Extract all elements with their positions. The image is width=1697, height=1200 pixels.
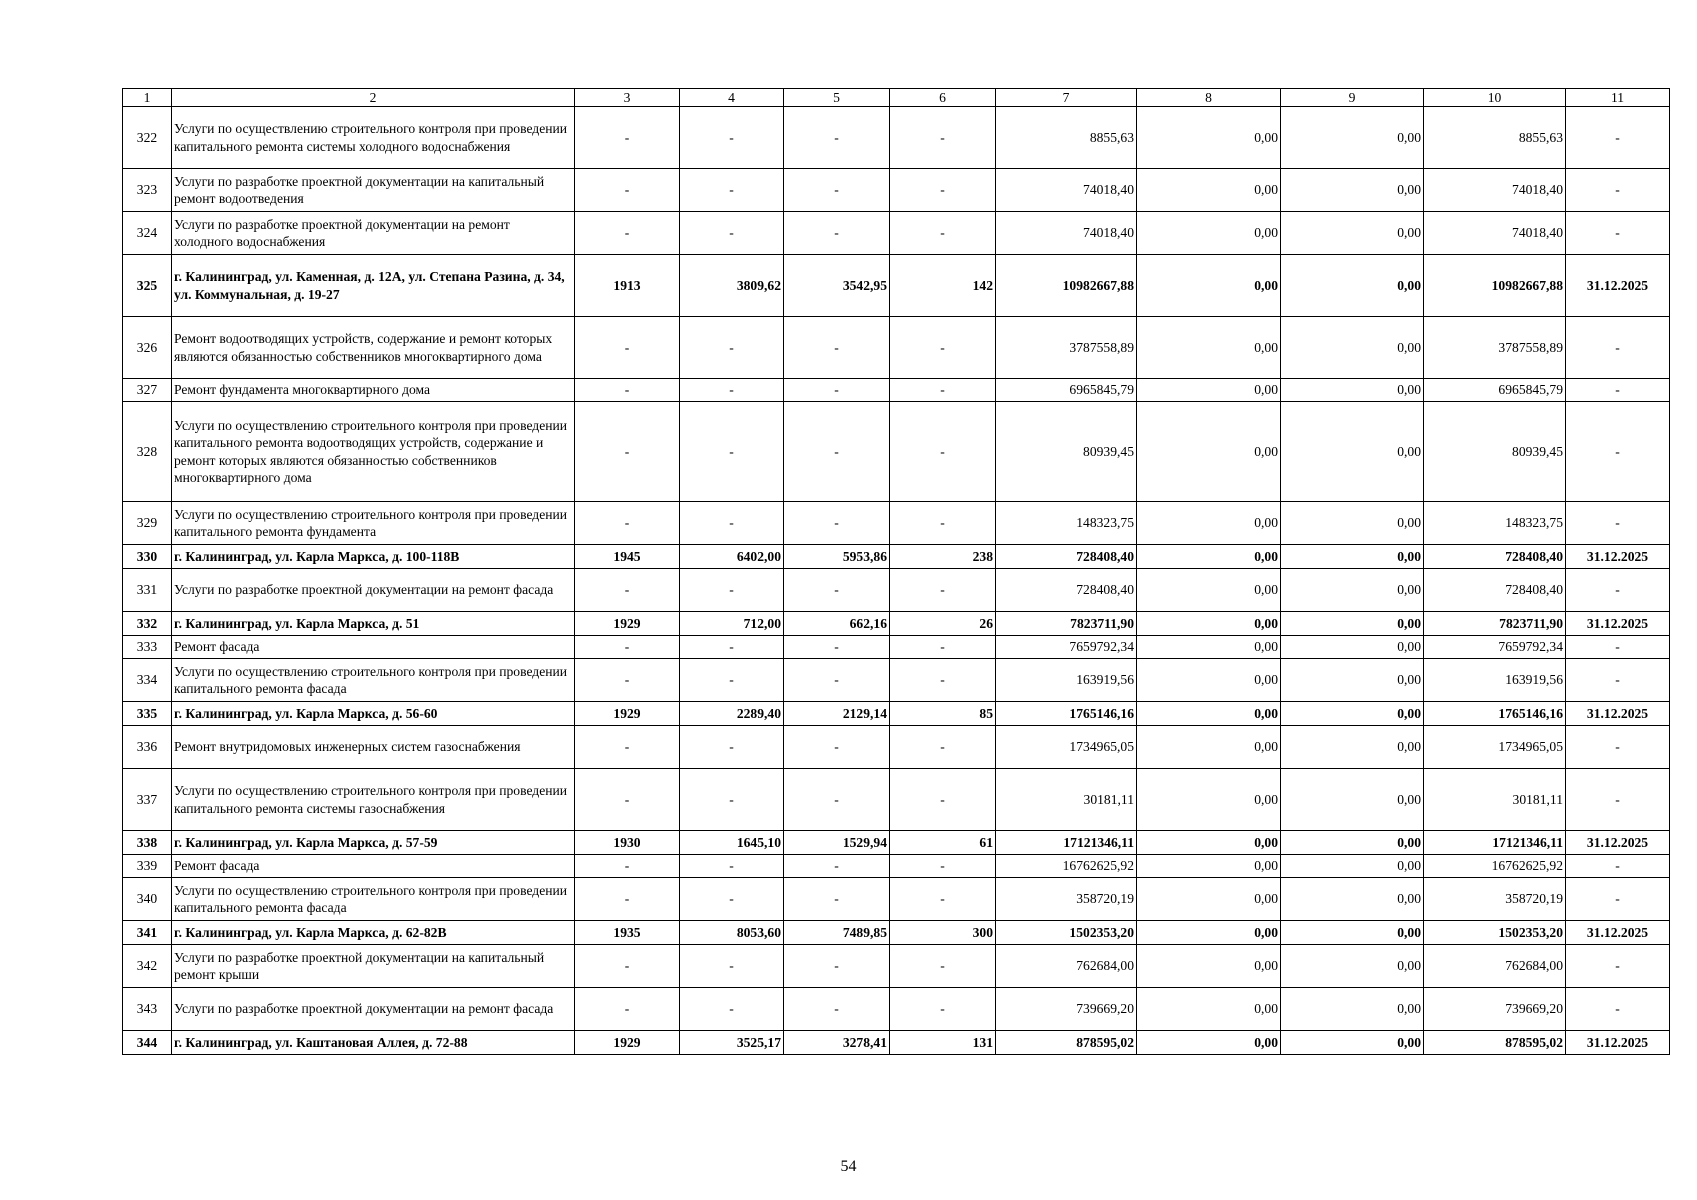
cell-description: г. Калининград, ул. Карла Маркса, д. 51 [172,612,575,636]
cell-description: Услуги по разработке проектной документации на ремонт фасада [172,569,575,612]
cell-cost-fund: 0,00 [1137,921,1281,945]
cell-cost-capital: 148323,75 [1424,502,1566,545]
cell-cost-total: 6965845,79 [996,379,1137,402]
cell-cost-other: 0,00 [1281,545,1424,569]
cell-cost-fund: 0,00 [1137,255,1281,317]
cell-cost-total: 7659792,34 [996,636,1137,659]
cell-cost-fund: 0,00 [1137,726,1281,769]
cell-cost-total: 3787558,89 [996,317,1137,379]
table-row [123,769,1670,831]
cell-cost-other: 0,00 [1281,769,1424,831]
cell-residents: - [890,988,996,1031]
cell-cost-total: 728408,40 [996,545,1137,569]
table-row [123,317,1670,379]
cell-cost-total: 1734965,05 [996,726,1137,769]
cell-cost-capital: 728408,40 [1424,569,1566,612]
cell-cost-other: 0,00 [1281,255,1424,317]
cell-residents: - [890,169,996,212]
cell-year: 1930 [575,831,680,855]
page-number: 54 [840,1158,857,1175]
data-table [122,88,1670,1055]
cell-year: - [575,945,680,988]
cell-area-living: 1529,94 [784,831,890,855]
cell-area-total: - [680,169,784,212]
cell-year: - [575,878,680,921]
cell-cost-fund: 0,00 [1137,107,1281,169]
cell-cost-total: 16762625,92 [996,855,1137,878]
cell-description: г. Калининград, ул. Каштановая Аллея, д. 72-88 [172,1031,575,1055]
cell-deadline: - [1566,988,1670,1031]
cell-description: г. Калининград, ул. Карла Маркса, д. 56-60 [172,702,575,726]
cell-cost-fund: 0,00 [1137,855,1281,878]
cell-description: Ремонт фасада [172,855,575,878]
cell-deadline: - [1566,855,1670,878]
cell-row-number: 325 [123,255,172,317]
cell-cost-other: 0,00 [1281,855,1424,878]
cell-cost-fund: 0,00 [1137,831,1281,855]
cell-residents: - [890,659,996,702]
cell-cost-fund: 0,00 [1137,702,1281,726]
cell-cost-other: 0,00 [1281,502,1424,545]
cell-area-living: - [784,659,890,702]
table-row [123,569,1670,612]
cell-area-total: - [680,636,784,659]
cell-cost-total: 762684,00 [996,945,1137,988]
cell-cost-fund: 0,00 [1137,317,1281,379]
cell-year: 1929 [575,702,680,726]
cell-cost-other: 0,00 [1281,569,1424,612]
cell-description: Услуги по разработке проектной документации на ремонт холодного водоснабжения [172,212,575,255]
cell-cost-fund: 0,00 [1137,612,1281,636]
cell-cost-other: 0,00 [1281,659,1424,702]
cell-cost-fund: 0,00 [1137,379,1281,402]
cell-cost-other: 0,00 [1281,1031,1424,1055]
cell-area-total: - [680,502,784,545]
cell-area-living: 7489,85 [784,921,890,945]
table-row [123,659,1670,702]
cell-area-living: - [784,878,890,921]
cell-residents: 85 [890,702,996,726]
cell-year: - [575,659,680,702]
cell-deadline: - [1566,569,1670,612]
cell-year: 1929 [575,612,680,636]
cell-year: - [575,769,680,831]
cell-deadline: - [1566,502,1670,545]
cell-area-living: - [784,212,890,255]
cell-row-number: 338 [123,831,172,855]
cell-cost-capital: 728408,40 [1424,545,1566,569]
cell-cost-capital: 10982667,88 [1424,255,1566,317]
cell-description: Услуги по осуществлению строительного контроля при проведении капитального ремонта системы газоснабжения [172,769,575,831]
cell-area-living: - [784,402,890,502]
cell-description: Услуги по осуществлению строительного контроля при проведении капитального ремонта фасада [172,878,575,921]
cell-cost-total: 80939,45 [996,402,1137,502]
cell-cost-capital: 74018,40 [1424,169,1566,212]
cell-deadline: 31.12.2025 [1566,1031,1670,1055]
cell-cost-other: 0,00 [1281,988,1424,1031]
cell-deadline: - [1566,212,1670,255]
cell-year: - [575,855,680,878]
cell-cost-total: 1502353,20 [996,921,1137,945]
table-row [123,855,1670,878]
cell-deadline: - [1566,636,1670,659]
header-cell: 10 [1424,89,1566,107]
cell-area-living: - [784,569,890,612]
cell-area-total: - [680,402,784,502]
cell-area-total: - [680,855,784,878]
cell-cost-fund: 0,00 [1137,878,1281,921]
cell-description: Ремонт фундамента многоквартирного дома [172,379,575,402]
cell-cost-other: 0,00 [1281,169,1424,212]
cell-row-number: 336 [123,726,172,769]
cell-cost-fund: 0,00 [1137,212,1281,255]
cell-residents: - [890,317,996,379]
cell-cost-fund: 0,00 [1137,402,1281,502]
cell-deadline: - [1566,169,1670,212]
cell-area-living: 662,16 [784,612,890,636]
cell-area-total: 2289,40 [680,702,784,726]
cell-cost-total: 358720,19 [996,878,1137,921]
cell-area-living: - [784,169,890,212]
cell-row-number: 344 [123,1031,172,1055]
cell-row-number: 333 [123,636,172,659]
cell-residents: - [890,107,996,169]
cell-residents: - [890,878,996,921]
cell-row-number: 340 [123,878,172,921]
cell-year: - [575,569,680,612]
cell-area-living: - [784,636,890,659]
header-cell: 2 [172,89,575,107]
cell-residents: 131 [890,1031,996,1055]
table-row [123,402,1670,502]
cell-row-number: 334 [123,659,172,702]
cell-area-living: 3542,95 [784,255,890,317]
cell-area-total: - [680,569,784,612]
cell-residents: - [890,569,996,612]
cell-cost-capital: 8855,63 [1424,107,1566,169]
cell-cost-total: 10982667,88 [996,255,1137,317]
cell-year: - [575,317,680,379]
cell-cost-capital: 762684,00 [1424,945,1566,988]
cell-cost-capital: 3787558,89 [1424,317,1566,379]
cell-description: Услуги по осуществлению строительного контроля при проведении капитального ремонта фундамента [172,502,575,545]
header-cell: 6 [890,89,996,107]
table-row [123,702,1670,726]
cell-area-total: - [680,726,784,769]
cell-row-number: 324 [123,212,172,255]
cell-area-total: - [680,945,784,988]
cell-cost-other: 0,00 [1281,726,1424,769]
cell-row-number: 327 [123,379,172,402]
cell-description: Ремонт водоотводящих устройств, содержание и ремонт которых являются обязанностью собственников многоквартирного дома [172,317,575,379]
cell-row-number: 343 [123,988,172,1031]
cell-cost-total: 17121346,11 [996,831,1137,855]
cell-cost-total: 728408,40 [996,569,1137,612]
cell-row-number: 328 [123,402,172,502]
cell-cost-other: 0,00 [1281,945,1424,988]
table-row [123,878,1670,921]
table-row [123,255,1670,317]
cell-deadline: - [1566,769,1670,831]
cell-row-number: 337 [123,769,172,831]
cell-residents: - [890,945,996,988]
cell-description: Услуги по осуществлению строительного контроля при проведении капитального ремонта системы холодного водоснабжения [172,107,575,169]
cell-deadline: 31.12.2025 [1566,545,1670,569]
cell-area-living: 5953,86 [784,545,890,569]
cell-deadline: - [1566,878,1670,921]
cell-deadline: - [1566,726,1670,769]
cell-deadline: 31.12.2025 [1566,921,1670,945]
cell-cost-capital: 17121346,11 [1424,831,1566,855]
cell-deadline: - [1566,107,1670,169]
header-cell: 11 [1566,89,1670,107]
table-row [123,545,1670,569]
cell-cost-fund: 0,00 [1137,545,1281,569]
cell-residents: - [890,855,996,878]
table-row [123,988,1670,1031]
header-cell: 1 [123,89,172,107]
header-cell: 7 [996,89,1137,107]
cell-residents: - [890,726,996,769]
cell-cost-capital: 739669,20 [1424,988,1566,1031]
cell-area-total: - [680,659,784,702]
cell-area-total: - [680,107,784,169]
cell-cost-capital: 1765146,16 [1424,702,1566,726]
cell-row-number: 332 [123,612,172,636]
cell-area-living: - [784,107,890,169]
cell-cost-capital: 7823711,90 [1424,612,1566,636]
table-row [123,502,1670,545]
cell-cost-total: 7823711,90 [996,612,1137,636]
cell-area-living: 3278,41 [784,1031,890,1055]
header-cell: 5 [784,89,890,107]
cell-area-living: - [784,317,890,379]
header-cell: 8 [1137,89,1281,107]
cell-residents: 142 [890,255,996,317]
cell-area-total: - [680,317,784,379]
cell-row-number: 330 [123,545,172,569]
cell-area-total: - [680,212,784,255]
table-row [123,169,1670,212]
cell-residents: - [890,769,996,831]
cell-description: г. Калининград, ул. Карла Маркса, д. 62-82В [172,921,575,945]
cell-area-total: 1645,10 [680,831,784,855]
cell-cost-fund: 0,00 [1137,988,1281,1031]
cell-row-number: 341 [123,921,172,945]
cell-year: - [575,212,680,255]
cell-area-total: - [680,769,784,831]
table-row [123,921,1670,945]
table-row [123,212,1670,255]
cell-cost-other: 0,00 [1281,612,1424,636]
cell-area-living: - [784,945,890,988]
table-row [123,612,1670,636]
cell-deadline: - [1566,659,1670,702]
header-row [123,89,1670,107]
cell-area-total: 3525,17 [680,1031,784,1055]
cell-area-living: - [784,726,890,769]
cell-residents: 26 [890,612,996,636]
cell-cost-capital: 74018,40 [1424,212,1566,255]
cell-cost-other: 0,00 [1281,317,1424,379]
cell-cost-other: 0,00 [1281,107,1424,169]
cell-residents: 61 [890,831,996,855]
cell-area-living: 2129,14 [784,702,890,726]
table-row [123,379,1670,402]
cell-year: 1929 [575,1031,680,1055]
cell-row-number: 323 [123,169,172,212]
cell-deadline: - [1566,402,1670,502]
cell-cost-other: 0,00 [1281,379,1424,402]
cell-description: Ремонт внутридомовых инженерных систем газоснабжения [172,726,575,769]
cell-cost-total: 8855,63 [996,107,1137,169]
cell-cost-capital: 1502353,20 [1424,921,1566,945]
cell-row-number: 329 [123,502,172,545]
cell-deadline: - [1566,317,1670,379]
cell-deadline: 31.12.2025 [1566,831,1670,855]
header-cell: 4 [680,89,784,107]
cell-cost-fund: 0,00 [1137,1031,1281,1055]
cell-cost-capital: 6965845,79 [1424,379,1566,402]
cell-cost-fund: 0,00 [1137,636,1281,659]
cell-cost-capital: 30181,11 [1424,769,1566,831]
cell-year: - [575,169,680,212]
cell-cost-other: 0,00 [1281,402,1424,502]
table-row [123,636,1670,659]
cell-area-living: - [784,502,890,545]
cell-residents: - [890,379,996,402]
cell-year: - [575,502,680,545]
cell-cost-capital: 358720,19 [1424,878,1566,921]
table-row [123,945,1670,988]
cell-area-total: - [680,878,784,921]
cell-year: 1935 [575,921,680,945]
cell-cost-total: 148323,75 [996,502,1137,545]
cell-year: - [575,726,680,769]
cell-area-total: 3809,62 [680,255,784,317]
cell-cost-capital: 7659792,34 [1424,636,1566,659]
cell-description: Услуги по разработке проектной документации на ремонт фасада [172,988,575,1031]
cell-cost-total: 74018,40 [996,212,1137,255]
cell-cost-capital: 1734965,05 [1424,726,1566,769]
cell-area-total: - [680,379,784,402]
table-row [123,726,1670,769]
cell-cost-fund: 0,00 [1137,502,1281,545]
cell-deadline: - [1566,379,1670,402]
cell-row-number: 331 [123,569,172,612]
cell-cost-capital: 878595,02 [1424,1031,1566,1055]
cell-cost-other: 0,00 [1281,878,1424,921]
cell-cost-total: 1765146,16 [996,702,1137,726]
cell-area-total: - [680,988,784,1031]
table-row [123,831,1670,855]
cell-residents: - [890,502,996,545]
cell-row-number: 342 [123,945,172,988]
cell-year: - [575,107,680,169]
cell-residents: - [890,212,996,255]
cell-area-total: 8053,60 [680,921,784,945]
cell-cost-capital: 163919,56 [1424,659,1566,702]
cell-year: - [575,988,680,1031]
cell-year: 1945 [575,545,680,569]
cell-cost-total: 878595,02 [996,1031,1137,1055]
cell-description: г. Калининград, ул. Каменная, д. 12А, ул. Степана Разина, д. 34, ул. Коммунальная, д. 19-27 [172,255,575,317]
cell-description: г. Калининград, ул. Карла Маркса, д. 57-59 [172,831,575,855]
header-cell: 3 [575,89,680,107]
cell-cost-fund: 0,00 [1137,659,1281,702]
cell-cost-capital: 80939,45 [1424,402,1566,502]
cell-deadline: 31.12.2025 [1566,702,1670,726]
cell-area-living: - [784,769,890,831]
cell-row-number: 322 [123,107,172,169]
cell-year: - [575,636,680,659]
cell-description: Услуги по осуществлению строительного контроля при проведении капитального ремонта водоотводящих устройств, содержание и ремонт которых являются обязанностью собственников многоквартирного дома [172,402,575,502]
cell-cost-fund: 0,00 [1137,769,1281,831]
cell-deadline: - [1566,945,1670,988]
cell-cost-fund: 0,00 [1137,945,1281,988]
cell-row-number: 335 [123,702,172,726]
cell-area-living: - [784,379,890,402]
cell-year: - [575,402,680,502]
cell-area-total: 6402,00 [680,545,784,569]
cell-residents: 238 [890,545,996,569]
cell-description: Услуги по осуществлению строительного контроля при проведении капитального ремонта фасада [172,659,575,702]
cell-cost-total: 163919,56 [996,659,1137,702]
cell-description: Услуги по разработке проектной документации на капитальный ремонт водоотведения [172,169,575,212]
cell-cost-fund: 0,00 [1137,569,1281,612]
cell-cost-capital: 16762625,92 [1424,855,1566,878]
cell-cost-other: 0,00 [1281,921,1424,945]
table-row [123,1031,1670,1055]
cell-residents: 300 [890,921,996,945]
cell-area-living: - [784,988,890,1031]
cell-cost-other: 0,00 [1281,702,1424,726]
cell-cost-total: 74018,40 [996,169,1137,212]
table-body [123,89,1670,1055]
cell-cost-fund: 0,00 [1137,169,1281,212]
cell-description: Услуги по разработке проектной документации на капитальный ремонт крыши [172,945,575,988]
cell-year: - [575,379,680,402]
cell-deadline: 31.12.2025 [1566,255,1670,317]
cell-description: г. Калининград, ул. Карла Маркса, д. 100-118В [172,545,575,569]
cell-row-number: 339 [123,855,172,878]
cell-residents: - [890,402,996,502]
cell-description: Ремонт фасада [172,636,575,659]
cell-cost-total: 739669,20 [996,988,1137,1031]
cell-cost-other: 0,00 [1281,636,1424,659]
cell-cost-other: 0,00 [1281,831,1424,855]
cell-cost-total: 30181,11 [996,769,1137,831]
table-row [123,107,1670,169]
cell-residents: - [890,636,996,659]
cell-year: 1913 [575,255,680,317]
cell-cost-other: 0,00 [1281,212,1424,255]
cell-deadline: 31.12.2025 [1566,612,1670,636]
header-cell: 9 [1281,89,1424,107]
cell-row-number: 326 [123,317,172,379]
cell-area-total: 712,00 [680,612,784,636]
cell-area-living: - [784,855,890,878]
